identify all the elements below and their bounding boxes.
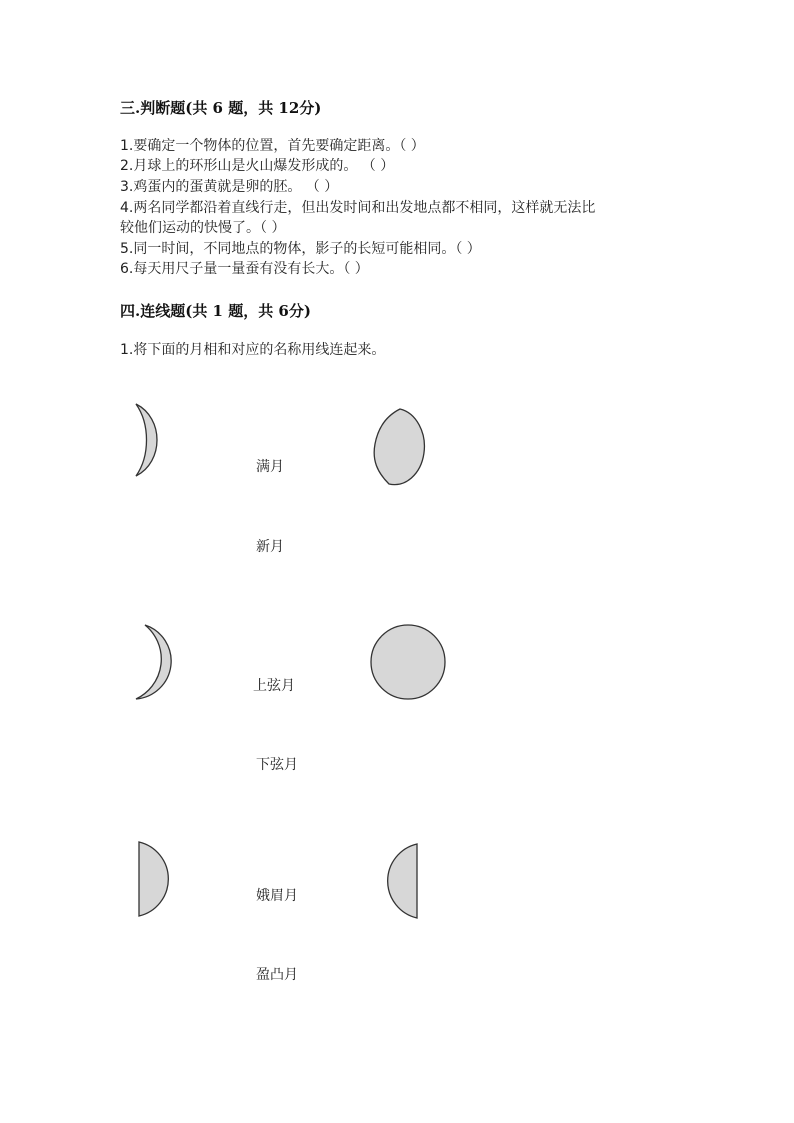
crescent-moon-icon: [130, 622, 185, 702]
label-last-quarter: 下弦月: [256, 757, 298, 773]
judgment-item-4: 4.两名同学都沿着直线行走，但出发时间和出发地点都不相同，这样就无法比: [120, 200, 596, 216]
label-gibbous: 盈凸月: [256, 967, 298, 983]
thin-crescent-moon-icon: [128, 400, 168, 480]
label-new-moon: 新月: [256, 539, 284, 555]
matching-question: 1.将下面的月相和对应的名称用线连起来。: [120, 342, 386, 358]
gibbous-moon-icon: [370, 404, 440, 488]
full-moon-icon: [366, 620, 450, 704]
section4-title: 四.连线题(共 1 题，共 6分): [120, 302, 311, 320]
right-half-moon-icon: [374, 840, 424, 922]
judgment-item-2: 2.月球上的环形山是火山爆发形成的。 （ ）: [120, 158, 395, 174]
label-first-quarter: 上弦月: [253, 678, 295, 694]
judgment-item-4-cont: 较他们运动的快慢了。（ ）: [120, 220, 286, 236]
label-crescent: 娥眉月: [256, 888, 298, 904]
judgment-item-1: 1.要确定一个物体的位置，首先要确定距离。（ ）: [120, 138, 425, 154]
left-half-moon-icon: [132, 838, 182, 920]
label-full-moon: 满月: [256, 459, 284, 475]
judgment-item-3: 3.鸡蛋内的蛋黄就是卵的胚。 （ ）: [120, 179, 339, 195]
section3-title: 三.判断题(共 6 题，共 12分): [120, 99, 322, 117]
judgment-item-6: 6.每天用尺子量一量蚕有没有长大。（ ）: [120, 261, 369, 277]
judgment-item-5: 5.同一时间，不同地点的物体，影子的长短可能相同。（ ）: [120, 241, 481, 257]
